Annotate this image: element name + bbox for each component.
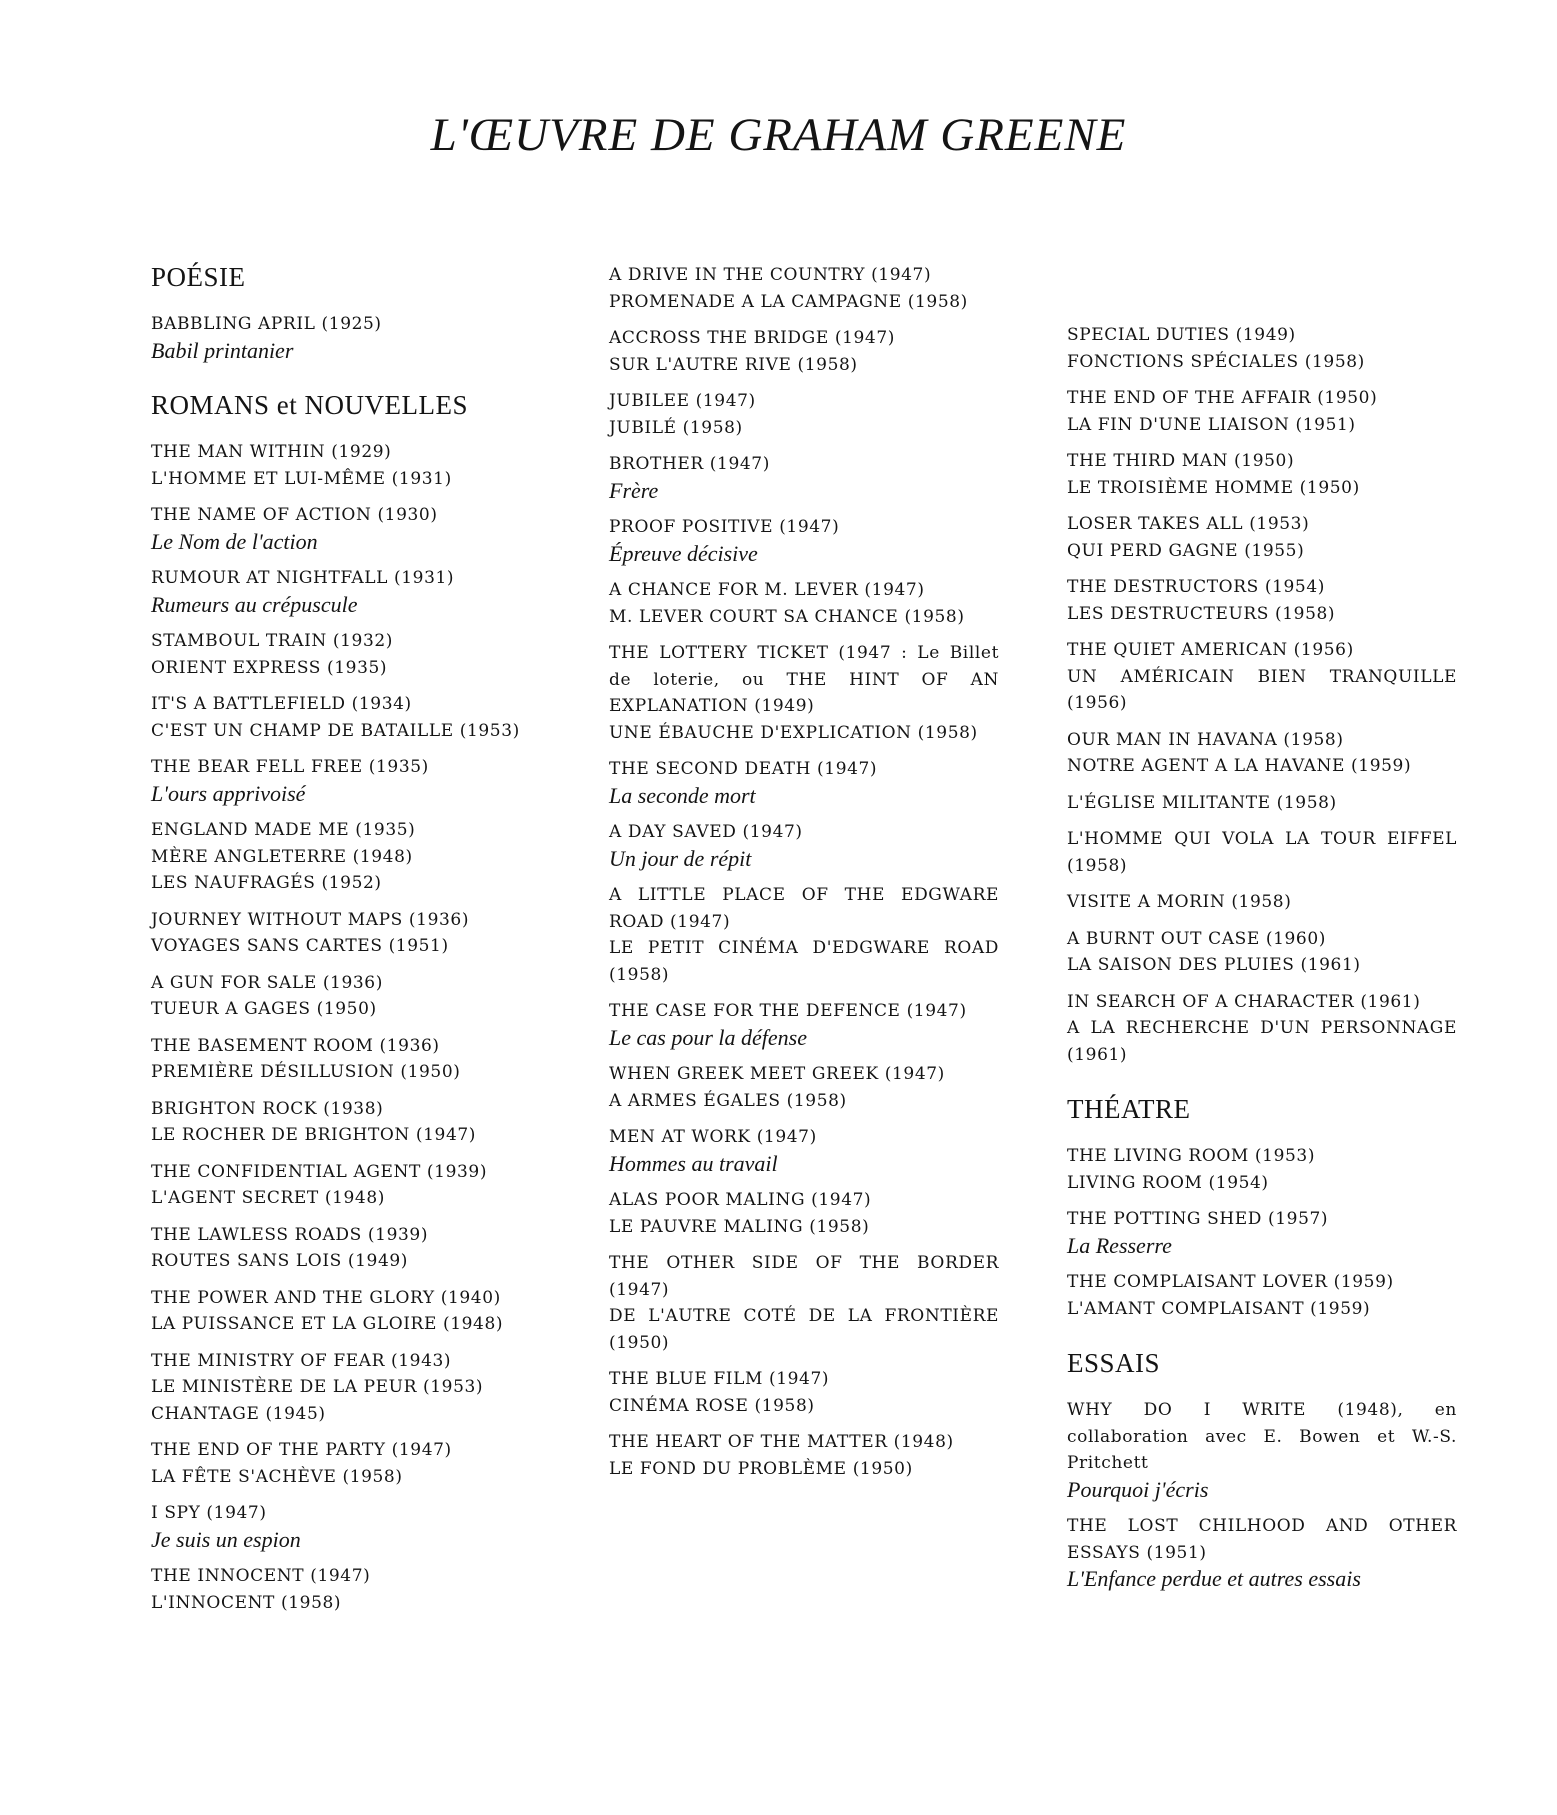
bibliography-section bbox=[1067, 322, 1457, 1068]
work-title: LE PETIT CINÉMA D'EDGWARE ROAD (1958) bbox=[609, 938, 999, 985]
work-title: L'AMANT COMPLAISANT (1959) bbox=[1067, 1298, 1371, 1319]
bibliography-entry bbox=[151, 1563, 537, 1616]
column-2 bbox=[609, 262, 999, 1492]
work-title: JOURNEY WITHOUT MAPS (1936) bbox=[151, 909, 470, 930]
work-title: THE NAME OF ACTION (1930) bbox=[151, 505, 438, 525]
bibliography-entry bbox=[151, 1437, 537, 1490]
bibliography-entry bbox=[151, 970, 537, 1023]
bibliography-entry bbox=[609, 1124, 999, 1177]
work-title: WHEN GREEK MEET GREEK (1947) bbox=[609, 1064, 945, 1084]
work-title: PREMIÈRE DÉSILLUSION (1950) bbox=[151, 1062, 461, 1082]
translated-title: La Resserre bbox=[1067, 1232, 1172, 1258]
work-title: CINÉMA ROSE (1958) bbox=[609, 1395, 815, 1416]
bibliography-entry bbox=[1067, 727, 1457, 780]
work-title: THE CASE FOR THE DEFENCE (1947) bbox=[609, 1001, 967, 1021]
work-title: THE MAN WITHIN (1929) bbox=[151, 442, 392, 462]
work-title: OUR MAN IN HAVANA (1958) bbox=[1067, 729, 1344, 750]
work-title: NOTRE AGENT A LA HAVANE (1959) bbox=[1067, 756, 1412, 776]
bibliography-entry bbox=[151, 628, 537, 681]
bibliography-entry bbox=[1067, 889, 1457, 916]
work-title: A LITTLE PLACE OF THE EDGWARE ROAD (1947) bbox=[609, 885, 999, 932]
work-title: ROUTES SANS LOIS (1949) bbox=[151, 1251, 409, 1271]
work-title: MEN AT WORK (1947) bbox=[609, 1127, 817, 1147]
work-title: L'HOMME QUI VOLA LA TOUR EIFFEL (1958) bbox=[1067, 829, 1457, 876]
work-title: THE HEART OF THE MATTER (1948) bbox=[609, 1432, 954, 1452]
bibliography-entry bbox=[151, 691, 537, 744]
column-3 bbox=[1067, 262, 1457, 1603]
work-title: THE BASEMENT ROOM (1936) bbox=[151, 1035, 440, 1056]
work-title: TUEUR A GAGES (1950) bbox=[151, 999, 377, 1019]
work-title: LES DESTRUCTEURS (1958) bbox=[1067, 603, 1336, 624]
bibliography-entry bbox=[1067, 637, 1457, 717]
work-title: LES NAUFRAGÉS (1952) bbox=[151, 873, 382, 893]
work-title: LA FIN D'UNE LIAISON (1951) bbox=[1067, 414, 1356, 435]
bibliography-entry bbox=[151, 1285, 537, 1338]
work-title: THE LOTTERY TICKET (1947 : Le Billet de loterie, ou THE HINT OF AN EXPLANATION (1949) bbox=[609, 643, 999, 716]
work-title: BROTHER (1947) bbox=[609, 454, 770, 474]
work-title: BRIGHTON ROCK (1938) bbox=[151, 1098, 384, 1119]
bibliography-section bbox=[151, 390, 537, 1616]
work-title: SUR L'AUTRE RIVE (1958) bbox=[609, 354, 858, 375]
bibliography-entry bbox=[609, 998, 999, 1051]
translated-title: Je suis un espion bbox=[151, 1526, 301, 1552]
bibliography-section bbox=[609, 262, 999, 1482]
work-title: MÈRE ANGLETERRE (1948) bbox=[151, 846, 413, 867]
work-title: LIVING ROOM (1954) bbox=[1067, 1172, 1269, 1193]
section-heading: ESSAIS bbox=[1067, 1348, 1161, 1378]
work-title: SPECIAL DUTIES (1949) bbox=[1067, 325, 1296, 345]
work-title: ALAS POOR MALING (1947) bbox=[609, 1190, 872, 1210]
bibliography-entry bbox=[609, 262, 999, 315]
bibliography-entry bbox=[151, 1159, 537, 1212]
section-heading: POÉSIE bbox=[151, 262, 246, 292]
work-title: PROMENADE A LA CAMPAGNE (1958) bbox=[609, 291, 968, 312]
work-title: THE QUIET AMERICAN (1956) bbox=[1067, 640, 1354, 660]
work-title: JUBILEE (1947) bbox=[609, 391, 756, 411]
work-title: IT'S A BATTLEFIELD (1934) bbox=[151, 694, 412, 714]
bibliography-entry bbox=[151, 1222, 537, 1275]
bibliography-entry bbox=[1067, 826, 1457, 879]
work-title: VOYAGES SANS CARTES (1951) bbox=[151, 936, 449, 956]
bibliography-entry bbox=[151, 754, 537, 807]
work-title: DE L'AUTRE COTÉ DE LA FRONTIÈRE (1950) bbox=[609, 1306, 999, 1353]
work-title: LA FÊTE S'ACHÈVE (1958) bbox=[151, 1466, 403, 1487]
bibliography-entry bbox=[1067, 1397, 1457, 1503]
bibliography-section bbox=[1067, 1094, 1457, 1322]
work-title: A CHANCE FOR M. LEVER (1947) bbox=[609, 580, 925, 600]
work-title: ORIENT EXPRESS (1935) bbox=[151, 657, 388, 678]
work-title: L'ÉGLISE MILITANTE (1958) bbox=[1067, 792, 1337, 813]
bibliography-entry bbox=[1067, 511, 1457, 564]
work-title: M. LEVER COURT SA CHANCE (1958) bbox=[609, 606, 965, 627]
work-title: C'EST UN CHAMP DE BATAILLE (1953) bbox=[151, 720, 520, 741]
work-title: THE END OF THE PARTY (1947) bbox=[151, 1440, 452, 1460]
work-title: BABBLING APRIL (1925) bbox=[151, 314, 382, 334]
work-title: LE MINISTÈRE DE LA PEUR (1953) bbox=[151, 1377, 484, 1397]
work-title: THE END OF THE AFFAIR (1950) bbox=[1067, 388, 1378, 408]
translated-title: Frère bbox=[609, 477, 659, 503]
bibliography-entry bbox=[1067, 1269, 1457, 1322]
work-title: PROOF POSITIVE (1947) bbox=[609, 517, 840, 537]
work-title: RUMOUR AT NIGHTFALL (1931) bbox=[151, 568, 455, 588]
work-title: THE MINISTRY OF FEAR (1943) bbox=[151, 1350, 452, 1371]
work-title: CHANTAGE (1945) bbox=[151, 1403, 326, 1424]
section-heading: THÉATRE bbox=[1067, 1094, 1191, 1124]
work-title: THE BEAR FELL FREE (1935) bbox=[151, 757, 429, 777]
bibliography-entry bbox=[1067, 448, 1457, 501]
work-title: LE PAUVRE MALING (1958) bbox=[609, 1216, 870, 1237]
work-title: ACCROSS THE BRIDGE (1947) bbox=[609, 328, 895, 348]
bibliography-entry bbox=[1067, 926, 1457, 979]
work-title: LOSER TAKES ALL (1953) bbox=[1067, 514, 1310, 534]
work-title: THE SECOND DEATH (1947) bbox=[609, 759, 878, 779]
work-title: THE DESTRUCTORS (1954) bbox=[1067, 577, 1325, 597]
bibliography-entry bbox=[151, 817, 537, 897]
work-title: THE POWER AND THE GLORY (1940) bbox=[151, 1287, 501, 1308]
bibliography-entry bbox=[1067, 1513, 1457, 1593]
bibliography-entry bbox=[609, 756, 999, 809]
translated-title: Hommes au travail bbox=[609, 1150, 778, 1176]
bibliography-entry bbox=[1067, 322, 1457, 375]
bibliography-entry bbox=[151, 1096, 537, 1149]
translated-title: L'ours apprivoisé bbox=[151, 780, 306, 806]
work-title: LA SAISON DES PLUIES (1961) bbox=[1067, 955, 1361, 975]
bibliography-entry bbox=[609, 1429, 999, 1482]
work-title: UNE ÉBAUCHE D'EXPLICATION (1958) bbox=[609, 722, 978, 743]
bibliography-entry bbox=[609, 1061, 999, 1114]
column-1 bbox=[151, 262, 537, 1626]
translated-title: Rumeurs au crépuscule bbox=[151, 591, 358, 617]
work-title: LA PUISSANCE ET LA GLOIRE (1948) bbox=[151, 1314, 504, 1334]
work-title: LE ROCHER DE BRIGHTON (1947) bbox=[151, 1125, 477, 1145]
bibliography-entry bbox=[151, 1500, 537, 1553]
translated-title: L'Enfance perdue et autres essais bbox=[1067, 1566, 1361, 1591]
work-title: THE COMPLAISANT LOVER (1959) bbox=[1067, 1272, 1394, 1292]
section-heading: ROMANS et NOUVELLES bbox=[151, 390, 468, 420]
work-title: THE OTHER SIDE OF THE BORDER (1947) bbox=[609, 1253, 999, 1300]
bibliography-entry bbox=[1067, 1206, 1457, 1259]
bibliography-entry bbox=[1067, 989, 1457, 1069]
work-title: A GUN FOR SALE (1936) bbox=[151, 972, 383, 993]
work-title: THE LAWLESS ROADS (1939) bbox=[151, 1224, 429, 1245]
bibliography-entry bbox=[609, 577, 999, 630]
work-title: WHY DO I WRITE (1948), en collaboration avec E. Bowen et W.-S. Pritchett bbox=[1067, 1400, 1457, 1473]
bibliography-entry bbox=[609, 1366, 999, 1419]
work-title: L'INNOCENT (1958) bbox=[151, 1592, 342, 1613]
work-title: L'HOMME ET LUI-MÊME (1931) bbox=[151, 468, 452, 489]
bibliography-entry bbox=[609, 1187, 999, 1240]
work-title: STAMBOUL TRAIN (1932) bbox=[151, 631, 394, 651]
translated-title: Pourquoi j'écris bbox=[1067, 1476, 1209, 1502]
translated-title: Le Nom de l'action bbox=[151, 528, 318, 554]
work-title: THE BLUE FILM (1947) bbox=[609, 1369, 830, 1389]
bibliography-entry bbox=[609, 882, 999, 988]
bibliography-entry bbox=[1067, 574, 1457, 627]
bibliography-entry bbox=[151, 1348, 537, 1428]
work-title: QUI PERD GAGNE (1955) bbox=[1067, 540, 1305, 561]
bibliography-section bbox=[151, 262, 537, 364]
translated-title: Babil printanier bbox=[151, 337, 294, 363]
work-title: I SPY (1947) bbox=[151, 1503, 267, 1523]
bibliography-entry bbox=[1067, 385, 1457, 438]
work-title: A LA RECHERCHE D'UN PERSONNAGE (1961) bbox=[1067, 1018, 1457, 1065]
work-title: LE TROISIÈME HOMME (1950) bbox=[1067, 477, 1360, 498]
bibliography-entry bbox=[609, 1250, 999, 1356]
translated-title: La seconde mort bbox=[609, 782, 756, 808]
work-title: LE FOND DU PROBLÈME (1950) bbox=[609, 1458, 913, 1479]
bibliography-entry bbox=[609, 819, 999, 872]
work-title: THE INNOCENT (1947) bbox=[151, 1566, 371, 1586]
translated-title: Le cas pour la défense bbox=[609, 1024, 807, 1050]
bibliography-entry bbox=[609, 388, 999, 441]
work-title: A ARMES ÉGALES (1958) bbox=[609, 1090, 847, 1111]
bibliography-entry bbox=[1067, 1143, 1457, 1196]
work-title: L'AGENT SECRET (1948) bbox=[151, 1188, 385, 1208]
bibliography-entry bbox=[151, 502, 537, 555]
bibliography-entry bbox=[151, 311, 537, 364]
bibliography-entry bbox=[609, 325, 999, 378]
bibliography-entry bbox=[609, 451, 999, 504]
work-title: JUBILÉ (1958) bbox=[609, 417, 743, 438]
work-title: ENGLAND MADE ME (1935) bbox=[151, 820, 416, 840]
work-title: VISITE A MORIN (1958) bbox=[1067, 892, 1292, 912]
bibliography-entry bbox=[1067, 790, 1457, 817]
work-title: A DRIVE IN THE COUNTRY (1947) bbox=[609, 265, 932, 285]
work-title: THE CONFIDENTIAL AGENT (1939) bbox=[151, 1161, 488, 1182]
page-title: L'ŒUVRE DE GRAHAM GREENE bbox=[430, 109, 1127, 161]
work-title: IN SEARCH OF A CHARACTER (1961) bbox=[1067, 991, 1421, 1012]
bibliography-entry bbox=[609, 640, 999, 746]
work-title: A DAY SAVED (1947) bbox=[609, 822, 803, 842]
bibliography-entry bbox=[151, 1033, 537, 1086]
bibliography-entry bbox=[151, 439, 537, 492]
work-title: FONCTIONS SPÉCIALES (1958) bbox=[1067, 351, 1365, 372]
work-title: THE POTTING SHED (1957) bbox=[1067, 1209, 1329, 1229]
bibliography-entry bbox=[609, 514, 999, 567]
work-title: UN AMÉRICAIN BIEN TRANQUILLE (1956) bbox=[1067, 666, 1457, 713]
translated-title: Un jour de répit bbox=[609, 845, 752, 871]
work-title: THE LIVING ROOM (1953) bbox=[1067, 1146, 1316, 1166]
work-title: A BURNT OUT CASE (1960) bbox=[1067, 928, 1326, 949]
translated-title: Épreuve décisive bbox=[609, 540, 758, 566]
bibliography-entry bbox=[151, 565, 537, 618]
work-title: THE LOST CHILHOOD AND OTHER ESSAYS (1951) bbox=[1067, 1516, 1457, 1563]
bibliography-entry bbox=[151, 907, 537, 960]
bibliography-section bbox=[1067, 1348, 1457, 1593]
work-title: THE THIRD MAN (1950) bbox=[1067, 451, 1295, 471]
